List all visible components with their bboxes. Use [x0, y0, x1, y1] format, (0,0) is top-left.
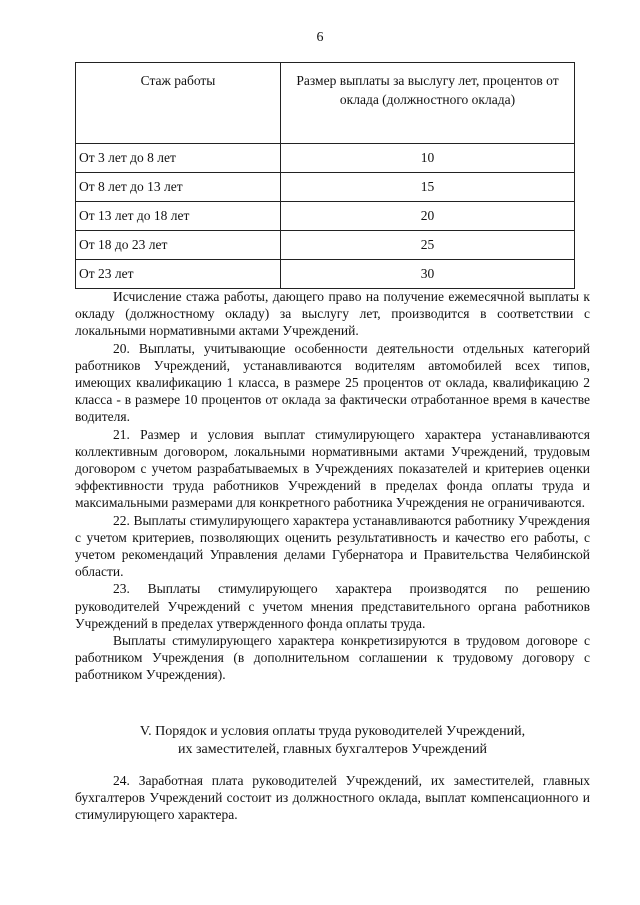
- column-header-payment-size: Размер выплаты за выслугу лет, процентов от оклада (должностного оклада): [281, 63, 575, 144]
- table-row: [76, 231, 575, 260]
- body-text-top: [75, 288, 590, 684]
- table-row: [76, 202, 575, 231]
- section-heading-line-1: V. Порядок и условия оплаты труда руководителей Учреждений,: [139, 724, 526, 739]
- seniority-cell: От 13 лет до 18 лет: [76, 202, 281, 231]
- percent-cell: 10: [281, 144, 575, 173]
- seniority-cell: От 23 лет: [76, 260, 281, 289]
- paragraph-23: 23. Выплаты стимулирующего характера производятся по решению руководителей Учреждений с учетом мнения представительного органа работников Учреждений в пределах утвержденного фонда оплаты труда.: [75, 581, 590, 631]
- section-heading-line-2: их заместителей, главных бухгалтеров Учреждений: [178, 742, 487, 757]
- seniority-cell: От 18 до 23 лет: [76, 231, 281, 260]
- body-text-bottom: [75, 772, 590, 824]
- table-row: [76, 173, 575, 202]
- paragraph-21: 21. Размер и условия выплат стимулирующего характера устанавливаются коллективным договором, локальными нормативными актами Учреждений, трудовым договором с учетом разрабатываемых в Учреждениях показателей и критериев оценки эффективности труда работников Учреждений в пределах фонда оплаты труда и максимальными размерами для конкретного работника Учреждения не ограничиваются.: [75, 426, 590, 511]
- column-header-seniority: Стаж работы: [76, 63, 281, 144]
- percent-cell: 30: [281, 260, 575, 289]
- table-row: [76, 260, 575, 289]
- percent-cell: 15: [281, 173, 575, 202]
- section-heading: [75, 723, 590, 759]
- paragraph-20: 20. Выплаты, учитывающие особенности деятельности отдельных категорий работников Учреждений, устанавливаются водителям автомобилей всех типов, имеющих квалификацию 1 класса, в размере 25 процентов от оклада, квалификацию 2 класса - в размере 10 процентов от оклада за фактически отработанное время в качестве водителя.: [75, 340, 590, 425]
- paragraph-incentive-specification: Выплаты стимулирующего характера конкретизируются в трудовом договоре с работником Учреждения (в дополнительном соглашении к трудовому договору с работником Учреждения).: [75, 633, 590, 683]
- seniority-bonus-table: [75, 62, 575, 289]
- paragraph-22: 22. Выплаты стимулирующего характера устанавливаются работнику Учреждения с учетом критериев, позволяющих оценить результативность и качество его работы, с учетом рекомендаций Управления делами Губернатора и Правительства Челябинской области.: [75, 512, 590, 580]
- paragraph-seniority-calculation: Исчисление стажа работы, дающего право на получение ежемесячной выплаты к окладу (должностному окладу) за выслугу лет, производится в соответствии с локальными нормативными актами Учреждений.: [75, 289, 590, 339]
- seniority-cell: От 3 лет до 8 лет: [76, 144, 281, 173]
- seniority-cell: От 8 лет до 13 лет: [76, 173, 281, 202]
- page-number: 6: [316, 30, 324, 45]
- percent-cell: 25: [281, 231, 575, 260]
- table-header-row: [76, 63, 575, 144]
- table-row: [76, 144, 575, 173]
- percent-cell: 20: [281, 202, 575, 231]
- paragraph-24: 24. Заработная плата руководителей Учреждений, их заместителей, главных бухгалтеров Учреждений состоит из должностного оклада, выплат компенсационного и стимулирующего характера.: [75, 773, 590, 823]
